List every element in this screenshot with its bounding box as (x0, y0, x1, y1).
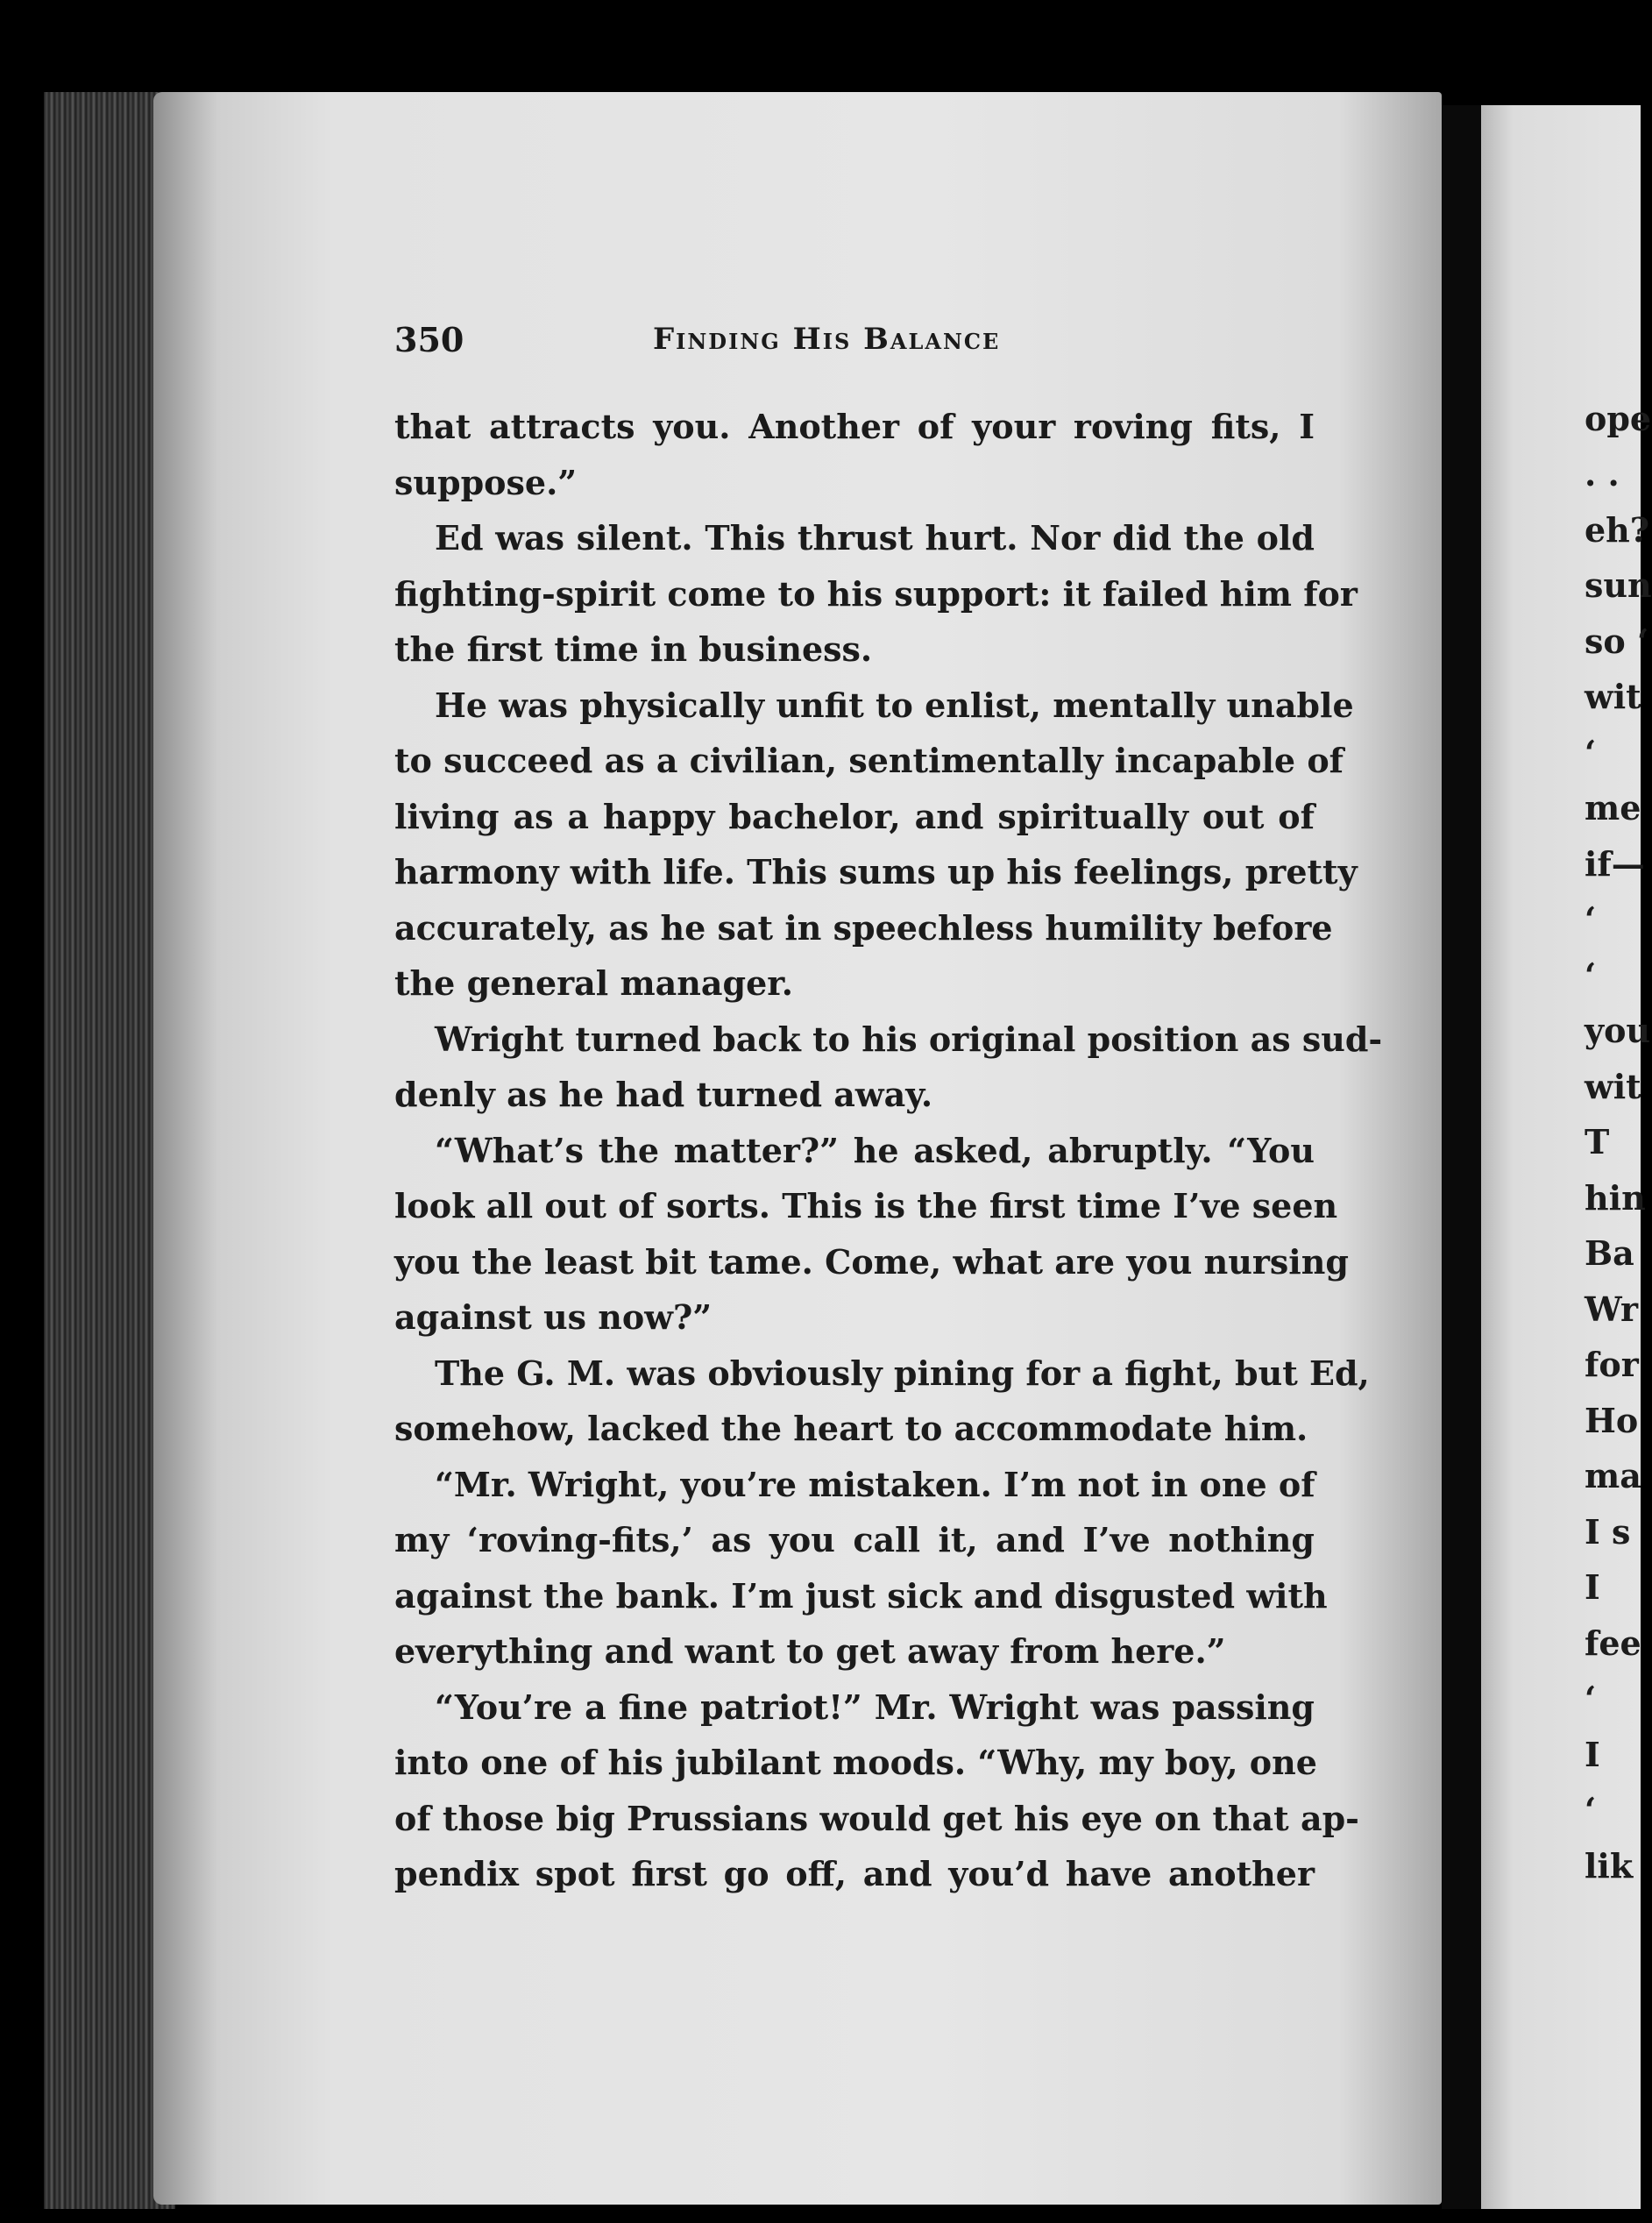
text-line: accurately, as he sat in speechless humility before (394, 907, 1333, 948)
text-line: you the least bit tame. Come, what are you nursing (394, 1241, 1349, 1282)
right-page-fragment: ‘ (1585, 1790, 1597, 1829)
text-line: harmony with life. This sums up his feelings, pretty (394, 852, 1358, 891)
right-page-fragment: if— (1585, 844, 1645, 884)
right-page-fragment: wit (1585, 1067, 1641, 1106)
right-page-fragment: I (1585, 1735, 1600, 1774)
right-page-fragment: Wr (1585, 1289, 1638, 1329)
right-page-fragment: ‘ (1585, 899, 1597, 939)
text-line: The G. M. was obviously pining for a fight, but Ed, (435, 1353, 1370, 1393)
right-page-fragment: for (1585, 1345, 1639, 1384)
text-line: “You’re a fine patriot!” Mr. Wright was passing (435, 1687, 1315, 1727)
text-line: of those big Prussians would get his eye on that ap- (394, 1798, 1359, 1838)
text-line: He was physically unfit to enlist, mentally unable (435, 685, 1354, 725)
right-page-fragment: sun (1585, 565, 1652, 605)
text-line: to succeed as a civilian, sentimentally incapable of (394, 741, 1344, 780)
right-page-fragment: lik (1585, 1846, 1634, 1886)
text-line: fighting-spirit come to his support: it failed him for (394, 573, 1358, 614)
right-page-fragment: you (1585, 1011, 1651, 1050)
text-line: into one of his jubilant moods. “Why, my boy, one (394, 1743, 1317, 1782)
right-page-fragment: ‘ (1585, 955, 1597, 995)
right-page-fragment: wit (1585, 677, 1641, 716)
text-line: the general manager. (394, 963, 794, 1003)
right-page-fragment: opе (1585, 399, 1652, 438)
text-line: pendix spot first go off, and you’d have another (394, 1854, 1315, 1893)
right-page-fragment: ma (1585, 1456, 1641, 1495)
text-line: look all out of sorts. This is the first time I’ve seen (394, 1186, 1338, 1225)
text-line: somehow, lacked the heart to accommodate him. (394, 1409, 1308, 1448)
text-line: everything and want to get away from here.” (394, 1631, 1226, 1671)
text-line: my ‘roving-fits,’ as you call it, and I’ve nothing (394, 1520, 1315, 1559)
right-page-fragment: me (1585, 788, 1641, 827)
text-line: denly as he had turned away. (394, 1075, 933, 1114)
running-head: Finding His Balance (653, 322, 1001, 357)
body-text (394, 399, 1383, 1902)
text-line: Wright turned back to his original position as sud- (435, 1019, 1383, 1059)
text-line: against the bank. I’m just sick and disgusted with (394, 1575, 1328, 1616)
right-page-fragment: T (1585, 1122, 1610, 1161)
right-page-fragment: Ho (1585, 1401, 1639, 1440)
text-line: against us now?” (394, 1297, 713, 1337)
text-line: Ed was silent. This thrust hurt. Nor did the old (435, 518, 1315, 558)
text-line: “Mr. Wright, you’re mistaken. I’m not in one of (435, 1464, 1315, 1504)
book-gutter (1442, 105, 1481, 2209)
text-line: that attracts you. Another of your roving fits, I (394, 407, 1315, 446)
page-number: 350 (394, 320, 464, 359)
right-page-fragment: hin (1585, 1178, 1646, 1218)
right-page-fragment: I (1585, 1567, 1600, 1607)
page-header (394, 320, 1315, 373)
right-page-fragment: . . (1585, 454, 1620, 494)
right-page-fragment: ‘ (1585, 1679, 1597, 1718)
text-line: “What’s the matter?” he asked, abruptly. “You (435, 1130, 1315, 1170)
right-page-fragment: fee (1585, 1623, 1641, 1663)
right-page-fragment: Ba (1585, 1233, 1634, 1273)
right-page-fragment: eh? (1585, 510, 1650, 550)
right-page-fragment: so ‘ (1585, 621, 1649, 661)
right-page-fragment: ‘ (1585, 733, 1597, 772)
text-line: living as a happy bachelor, and spiritually out of (394, 796, 1315, 836)
right-page-fragment: I s (1585, 1512, 1631, 1552)
text-line: the first time in business. (394, 629, 873, 669)
text-line: suppose.” (394, 462, 578, 502)
